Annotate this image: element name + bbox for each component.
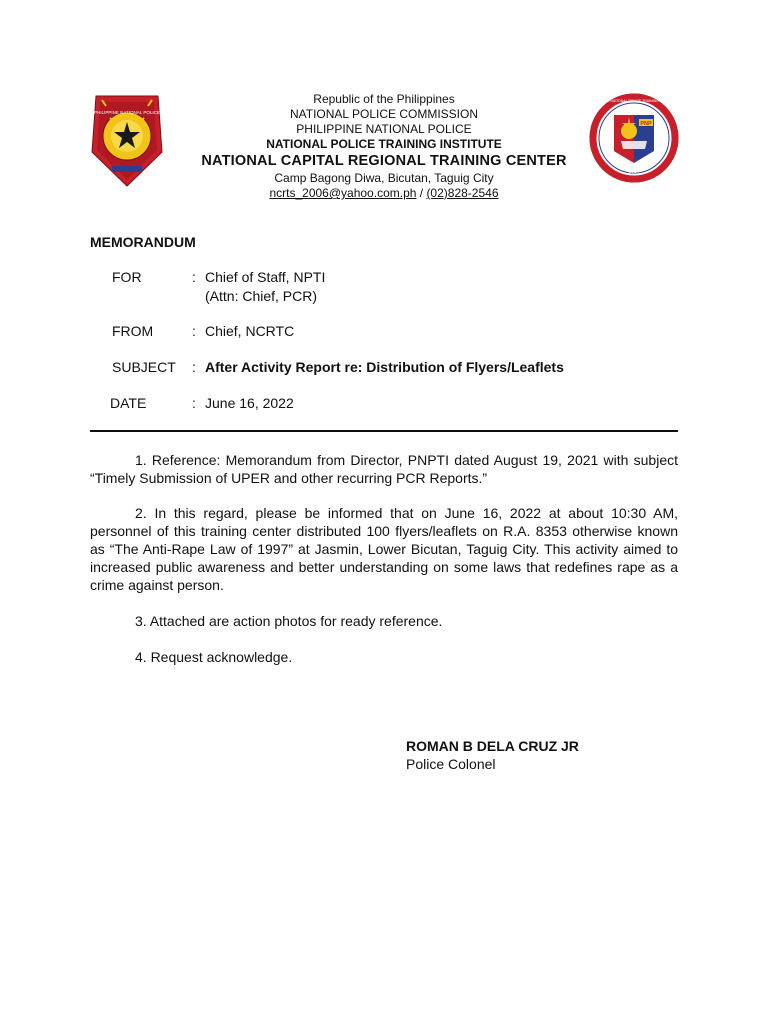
logo-left-caption: PHILIPPINE NATIONAL POLICE <box>94 110 160 115</box>
body-paragraph-3: 3. Attached are action photos for ready reference. <box>135 613 443 629</box>
body-paragraph-4: 4. Request acknowledge. <box>135 649 293 665</box>
for-label: FOR <box>112 269 142 285</box>
for-attention: (Attn: Chief, PCR) <box>205 288 318 304</box>
from-colon: : <box>192 323 196 339</box>
subject-value: After Activity Report re: Distribution of Flyers/Leaflets <box>205 359 564 375</box>
for-colon: : <box>192 269 196 285</box>
letterhead-napolcom: NATIONAL POLICE COMMISSION <box>289 107 479 121</box>
signatory-name: ROMAN B DELA CRUZ JR <box>406 738 579 754</box>
body-paragraph-2: 2. In this regard, please be informed that on June 16, 2022 at about 10:30 AM, personnel of this training center distributed 100 flyers/leaflets on R.A. 8353 otherwise known as “The Anti-Rape Law of 1997” at Jasmin, Lower Bicutan, Taguig City. This activity aimed to increased public awareness and better understanding on some laws that redefines rape as a crime against person. <box>90 505 678 593</box>
date-colon: : <box>192 395 196 411</box>
from-label: FROM <box>112 323 154 339</box>
header-divider <box>90 430 678 432</box>
letterhead <box>170 92 598 201</box>
body-paragraph-1: 1. Reference: Memorandum from Director, PNPTI dated August 19, 2021 with subject “Timely Submission of UPER and other recurring PCR Reports.” <box>90 452 678 486</box>
from-value: Chief, NCRTC <box>205 323 295 339</box>
for-value <box>205 268 325 306</box>
subject-label: SUBJECT <box>112 359 176 375</box>
memo-title: MEMORANDUM <box>90 234 196 250</box>
date-label: DATE <box>110 395 147 411</box>
date-value: June 16, 2022 <box>205 395 294 411</box>
letterhead-npti: NATIONAL POLICE TRAINING INSTITUTE <box>266 137 502 151</box>
email-link[interactable]: ncrts_2006@yahoo.com.ph <box>269 186 417 200</box>
letterhead-ncrtc: NATIONAL CAPITAL REGIONAL TRAINING CENTER <box>201 153 567 169</box>
subject-colon: : <box>192 359 196 375</box>
logo-right-badge: PNP <box>640 121 652 127</box>
logo-right-caption: PHILIPPINE NATIONAL POLICE TRAINING INSTITUTE <box>590 99 678 103</box>
for-recipient: Chief of Staff, NPTI <box>205 269 326 285</box>
letterhead-address: Camp Bagong Diwa, Bicutan, Taguig City <box>274 171 494 185</box>
contact-separator: / <box>416 186 427 200</box>
letterhead-contact <box>170 186 598 201</box>
logo-right-year: 2014 <box>628 169 640 175</box>
pnpti-seal-logo <box>589 93 679 183</box>
pnp-seal-logo <box>90 92 164 188</box>
signature-block <box>406 737 579 773</box>
letterhead-republic: Republic of the Philippines <box>313 92 455 106</box>
signatory-rank: Police Colonel <box>406 756 496 772</box>
letterhead-pnp: PHILIPPINE NATIONAL POLICE <box>296 122 472 136</box>
phone-link[interactable]: (02)828-2546 <box>426 186 499 200</box>
